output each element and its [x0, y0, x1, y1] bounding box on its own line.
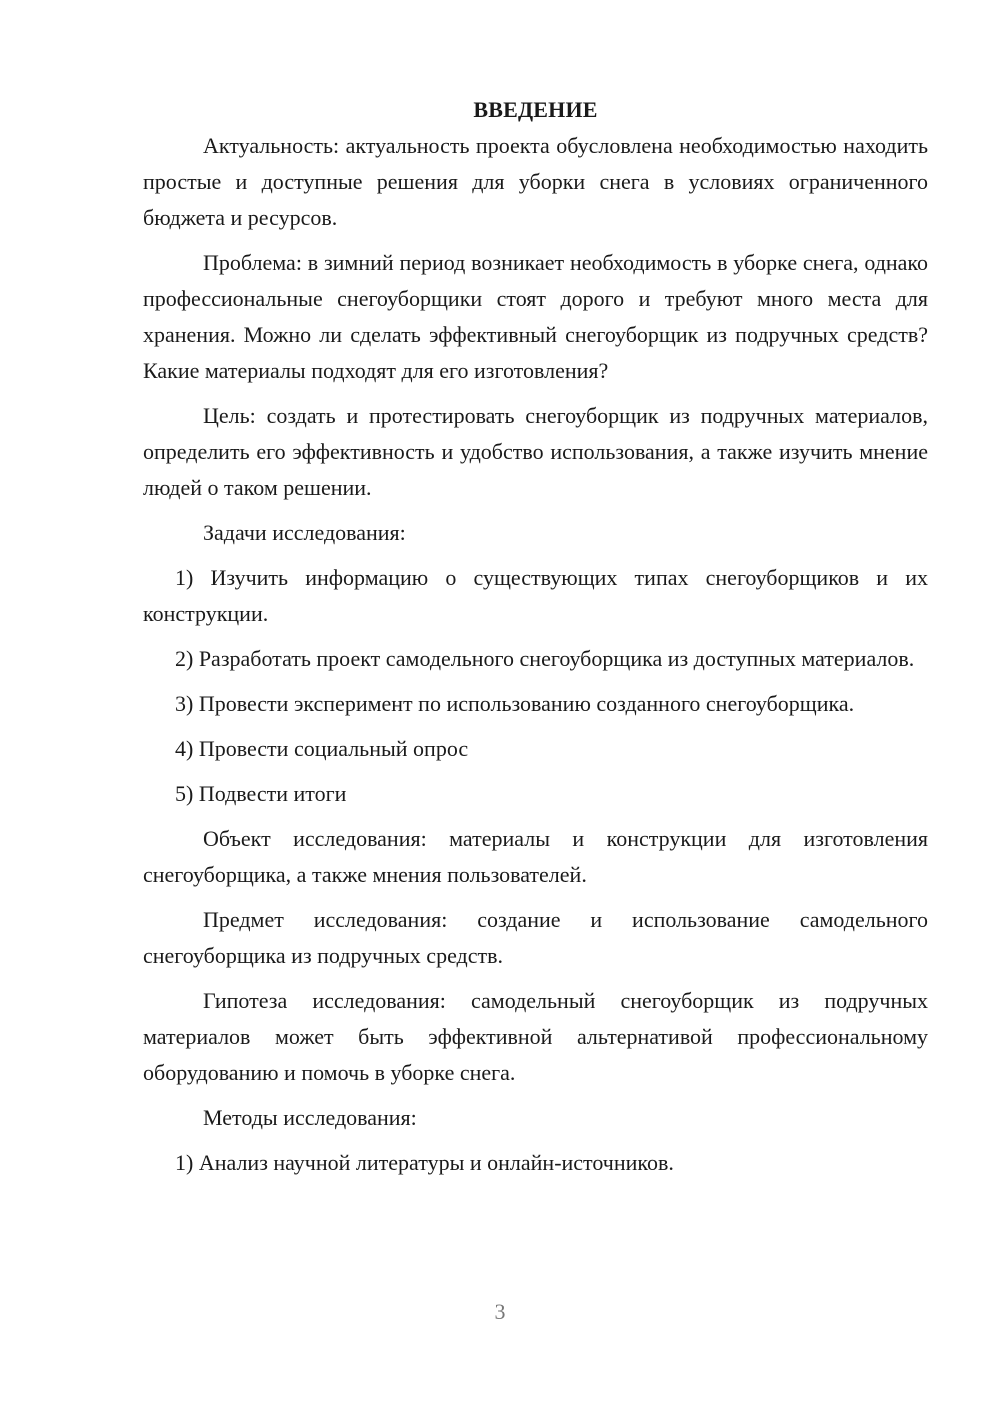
- page-number: 3: [494, 1299, 506, 1324]
- object-paragraph: Объект исследования: материалы и конструкции для изготовления снегоуборщика, а также мнения пользователей.: [143, 826, 928, 887]
- subject-paragraph: Предмет исследования: создание и использование самодельного снегоуборщика из подручных средств.: [143, 907, 928, 968]
- goal-paragraph: Цель: создать и протестировать снегоуборщик из подручных материалов, определить его эффективность и удобство использования, а также изучить мнение людей о таком решении.: [143, 403, 928, 500]
- page-title: ВВЕДЕНИЕ: [473, 97, 598, 122]
- task-item-1: 1) Изучить информацию о существующих типах снегоуборщиков и их конструкции.: [143, 565, 928, 626]
- method-item-1: 1) Анализ научной литературы и онлайн-источников.: [175, 1150, 674, 1175]
- relevance-paragraph: Актуальность: актуальность проекта обусловлена необходимостью находить простые и доступные решения для уборки снега в условиях ограниченного бюджета и ресурсов.: [143, 133, 928, 230]
- hypothesis-paragraph: Гипотеза исследования: самодельный снегоуборщик из подручных материалов может быть эффективной альтернативой профессиональному оборудованию и помочь в уборке снега.: [143, 988, 928, 1085]
- tasks-heading: Задачи исследования:: [203, 520, 406, 545]
- task-item-2: 2) Разработать проект самодельного снегоуборщика из доступных материалов.: [175, 646, 915, 671]
- problem-paragraph: Проблема: в зимний период возникает необходимость в уборке снега, однако профессиональные снегоуборщики стоят дорого и требуют много места для хранения. Можно ли сделать эффективный снегоуборщик из подручных средств? Какие материалы подходят для его изготовления?: [143, 250, 928, 383]
- task-item-3: 3) Провести эксперимент по использованию созданного снегоуборщика.: [175, 691, 855, 716]
- task-item-4: 4) Провести социальный опрос: [175, 736, 469, 761]
- document-page: [143, 92, 928, 1181]
- methods-heading: Методы исследования:: [203, 1105, 417, 1130]
- task-item-5: 5) Подвести итоги: [175, 781, 347, 806]
